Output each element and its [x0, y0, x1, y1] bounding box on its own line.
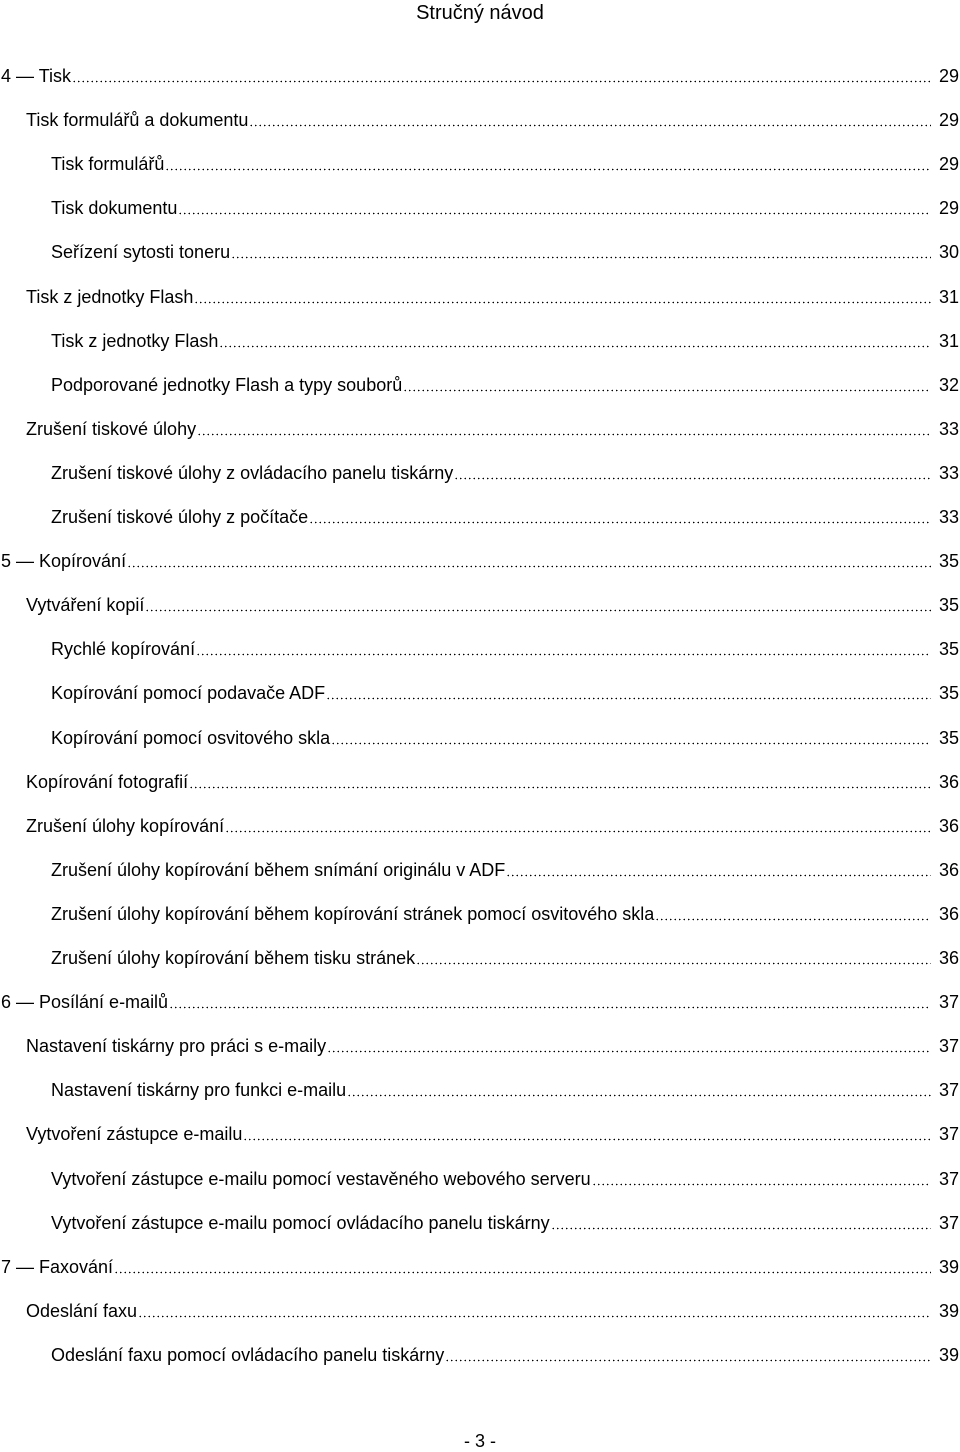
toc-entry-title: Vytváření kopií	[26, 595, 145, 616]
toc-entry[interactable]	[26, 283, 959, 311]
toc-entry[interactable]	[1, 988, 959, 1016]
toc-entry-title: Tisk z jednotky Flash	[51, 330, 219, 351]
toc-entry-page: 36	[938, 771, 959, 792]
toc-dot-leader	[551, 1212, 931, 1230]
toc-entry[interactable]	[26, 812, 959, 840]
toc-entry-page: 35	[938, 551, 959, 572]
toc-entry[interactable]	[51, 459, 959, 487]
toc-entry-page: 30	[938, 242, 959, 263]
toc-entry-page: 39	[938, 1300, 959, 1321]
page-header	[0, 0, 960, 25]
toc-dot-leader	[145, 594, 931, 612]
toc-entry-page: 37	[938, 1124, 959, 1145]
toc-entry-title: Tisk formulářů a dokumentu	[26, 110, 249, 131]
toc-dot-leader	[416, 947, 931, 965]
toc-dot-leader	[243, 1123, 931, 1141]
toc-entry[interactable]	[51, 194, 959, 222]
toc-entry-page: 29	[938, 154, 959, 175]
toc-entry-title: Rychlé kopírování	[51, 639, 196, 660]
toc-entry-title: Vytvoření zástupce e-mailu pomocí vestavěného webového serveru	[51, 1168, 591, 1189]
toc-entry-page: 37	[938, 1212, 959, 1233]
toc-entry-title: Zrušení úlohy kopírování během snímání originálu v ADF	[51, 859, 506, 880]
toc-entry-title: 6 — Posílání e-mailů	[1, 992, 169, 1013]
toc-entry-page: 29	[938, 198, 959, 219]
toc-entry[interactable]	[1, 547, 959, 575]
toc-entry[interactable]	[51, 944, 959, 972]
toc-dot-leader	[219, 330, 931, 348]
toc-entry-page: 36	[938, 815, 959, 836]
toc-dot-leader	[114, 1256, 931, 1274]
toc-entry-page: 35	[938, 727, 959, 748]
page-footer	[0, 1430, 960, 1452]
toc-entry-title: Vytvoření zástupce e-mailu	[26, 1124, 243, 1145]
toc-entry[interactable]	[51, 724, 959, 752]
toc-entry[interactable]	[51, 327, 959, 355]
toc-entry-page: 33	[938, 418, 959, 439]
toc-dot-leader	[72, 65, 931, 83]
toc-dot-leader	[231, 241, 931, 259]
toc-dot-leader	[454, 462, 931, 480]
toc-entry[interactable]	[51, 1165, 959, 1193]
toc-entry-title: Zrušení tiskové úlohy z počítače	[51, 507, 309, 527]
toc-dot-leader	[326, 682, 931, 700]
toc-dot-leader	[347, 1079, 931, 1097]
toc-dot-leader	[445, 1344, 931, 1362]
toc-dot-leader	[127, 550, 931, 568]
toc-dot-leader	[138, 1300, 931, 1318]
toc-entry[interactable]	[51, 635, 959, 663]
toc-entry-page: 31	[938, 330, 959, 351]
toc-entry[interactable]	[51, 1076, 959, 1104]
toc-entry[interactable]	[26, 106, 959, 134]
toc-entry-title: Tisk dokumentu	[51, 198, 178, 219]
toc-entry-title: Kopírování pomocí osvitového skla	[51, 727, 331, 748]
toc-entry-title: Zrušení tiskové úlohy z ovládacího panelu tiskárny	[51, 462, 454, 483]
toc-entry-page: 36	[938, 859, 959, 880]
toc-entry-page: 35	[938, 683, 959, 704]
toc-entry-page: 37	[938, 992, 959, 1013]
toc-entry[interactable]	[51, 238, 959, 266]
toc-entry-title: Zrušení úlohy kopírování během kopírování stránek pomocí osvitového skla	[51, 903, 655, 924]
toc-entry-page: 31	[938, 286, 959, 307]
toc-entry-page: 32	[938, 374, 959, 395]
toc-entry-page: 33	[938, 507, 959, 527]
toc-entry[interactable]	[51, 150, 959, 178]
toc-dot-leader	[169, 991, 931, 1009]
toc-entry-title: Tisk z jednotky Flash	[26, 286, 194, 307]
toc-dot-leader	[189, 771, 931, 789]
toc-entry-title: Nastavení tiskárny pro práci s e-maily	[26, 1036, 327, 1057]
toc-entry-page: 37	[938, 1080, 959, 1101]
toc-entry-title: 7 — Faxování	[1, 1256, 114, 1277]
toc-entry[interactable]	[51, 856, 959, 884]
toc-entry[interactable]	[51, 900, 959, 928]
toc-entry[interactable]	[26, 1297, 959, 1325]
toc-entry[interactable]	[51, 1341, 959, 1369]
toc-entry-page: 29	[938, 66, 959, 86]
toc-entry-title: Odeslání faxu	[26, 1300, 138, 1321]
toc-entry[interactable]	[26, 1120, 959, 1148]
toc-entry-title: Vytvoření zástupce e-mailu pomocí ovládacího panelu tiskárny	[51, 1212, 550, 1233]
toc-entry-page: 39	[938, 1344, 959, 1365]
toc-dot-leader	[331, 727, 931, 745]
toc-entry[interactable]	[51, 679, 959, 707]
document-title: Stručný návod	[416, 2, 544, 24]
toc-entry-page: 36	[938, 903, 959, 924]
toc-entry[interactable]	[26, 768, 959, 796]
toc-dot-leader	[196, 638, 931, 656]
toc-dot-leader	[655, 903, 931, 921]
toc-entry-title: 4 — Tisk	[1, 66, 72, 86]
toc-entry-title: Kopírování fotografií	[26, 771, 189, 792]
toc-entry-title: Podporované jednotky Flash a typy souborů	[51, 374, 403, 395]
toc-dot-leader	[178, 197, 931, 215]
toc-dot-leader	[592, 1168, 931, 1186]
toc-entry-page: 29	[938, 110, 959, 131]
toc-entry[interactable]	[51, 371, 959, 399]
toc-entry-title: Seřízení sytosti toneru	[51, 242, 231, 263]
toc-entry-page: 35	[938, 639, 959, 660]
toc-entry-page: 36	[938, 948, 959, 968]
toc-entry[interactable]	[51, 503, 959, 531]
toc-entry-title: Kopírování pomocí podavače ADF	[51, 683, 326, 704]
toc-entry-title: Tisk formulářů	[51, 154, 165, 175]
toc-entry-page: 37	[938, 1168, 959, 1189]
toc-dot-leader	[165, 153, 931, 171]
toc-entry-title: Zrušení úlohy kopírování během tisku stránek	[51, 948, 416, 968]
toc-dot-leader	[403, 374, 931, 392]
toc-entry-title: Odeslání faxu pomocí ovládacího panelu tiskárny	[51, 1344, 445, 1365]
toc-entry-page: 33	[938, 462, 959, 483]
toc-entry-title: Zrušení tiskové úlohy	[26, 418, 197, 439]
page-number: - 3 -	[463, 1431, 496, 1451]
toc-entry[interactable]	[26, 591, 959, 619]
toc-dot-leader	[194, 286, 931, 304]
toc-entry-title: Nastavení tiskárny pro funkci e-mailu	[51, 1080, 347, 1101]
toc-dot-leader	[506, 859, 931, 877]
toc-entry-page: 39	[938, 1256, 959, 1277]
toc-dot-leader	[197, 418, 931, 436]
toc-entry[interactable]	[1, 1253, 959, 1281]
toc-dot-leader	[327, 1035, 931, 1053]
toc-entry-page: 37	[938, 1036, 959, 1057]
toc-entry[interactable]	[26, 415, 959, 443]
toc-entry-title: 5 — Kopírování	[1, 551, 127, 572]
toc-entry[interactable]	[51, 1209, 959, 1237]
toc-entry-title: Zrušení úlohy kopírování	[26, 815, 225, 836]
toc-dot-leader	[225, 815, 931, 833]
toc-entry[interactable]	[1, 62, 959, 90]
toc-entry-page: 35	[938, 595, 959, 616]
toc-entry[interactable]	[26, 1032, 959, 1060]
toc-dot-leader	[249, 109, 931, 127]
toc-dot-leader	[309, 506, 931, 524]
